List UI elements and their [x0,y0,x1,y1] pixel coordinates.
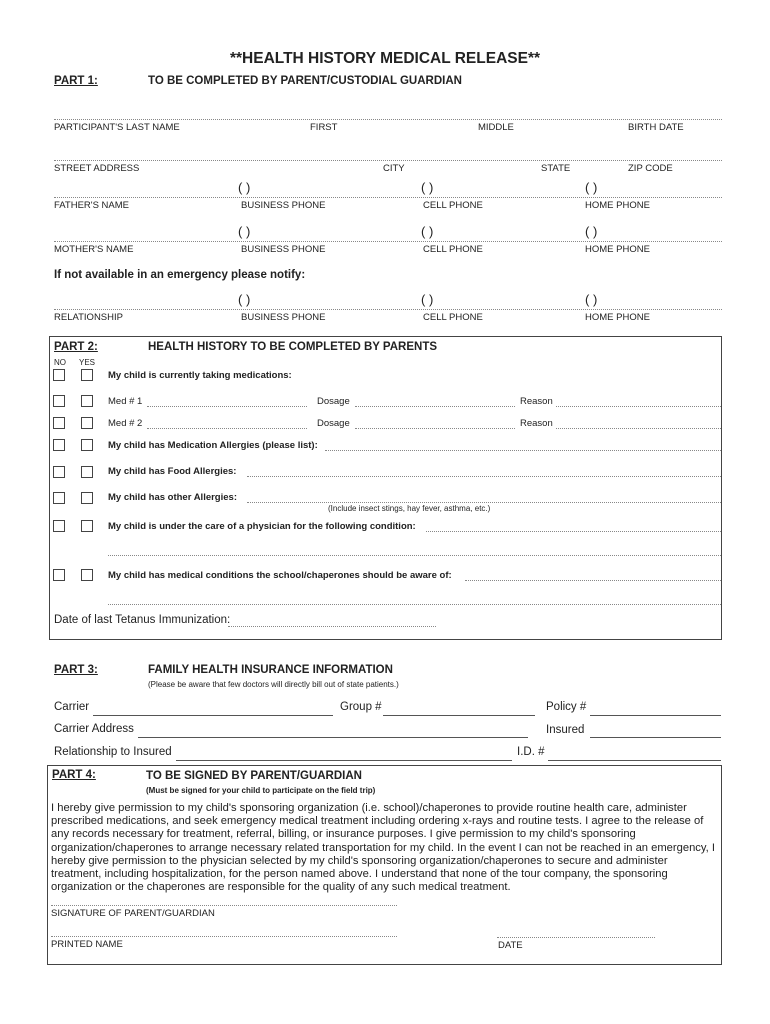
signature-label: SIGNATURE OF PARENT/GUARDIAN [51,908,215,919]
relationship-to-insured-label: Relationship to Insured [54,746,172,758]
mother-cell-phone-label: CELL PHONE [423,244,483,255]
father-line[interactable] [54,197,722,198]
father-business-area-code: ( ) [238,180,251,195]
yes-column-label: YES [79,358,96,367]
other-allergy-no-checkbox[interactable] [53,492,65,504]
date-label: DATE [498,940,523,951]
mother-line[interactable] [54,241,722,242]
state-label: STATE [541,163,571,174]
father-cell-area-code: ( ) [421,180,434,195]
date-input[interactable] [497,937,655,938]
insured-label: Insured [546,724,585,736]
part4-note: (Must be signed for your child to participate on the field trip) [146,786,376,795]
father-cell-phone-label: CELL PHONE [423,200,483,211]
mother-cell-area-code: ( ) [421,224,434,239]
med1-label: Med # 1 [108,396,143,407]
med2-label: Med # 2 [108,418,143,429]
page-title: **HEALTH HISTORY MEDICAL RELEASE** [229,50,541,67]
med2-yes-checkbox[interactable] [81,417,93,429]
part1-heading: TO BE COMPLETED BY PARENT/CUSTODIAL GUARDIAN [148,75,462,87]
father-home-area-code: ( ) [585,180,598,195]
carrier-label: Carrier [54,701,90,713]
city-label: CITY [383,163,405,174]
relationship-line[interactable] [54,309,722,310]
part3-label: PART 3: [54,664,98,676]
conditions-no-checkbox[interactable] [53,569,65,581]
part2-heading: HEALTH HISTORY TO BE COMPLETED BY PARENTS [148,341,438,353]
street-address-label: STREET ADDRESS [54,163,140,174]
med2-reason-label: Reason [520,418,553,429]
q-other-allergies-label: My child has other Allergies: [108,492,237,503]
id-input[interactable] [548,760,721,761]
mother-home-phone-label: HOME PHONE [585,244,650,255]
relation-business-area-code: ( ) [238,292,251,307]
zip-code-label: ZIP CODE [628,163,673,174]
physician-condition-input-2[interactable] [108,555,721,556]
med1-no-checkbox[interactable] [53,395,65,407]
printed-name-input[interactable] [51,936,397,937]
physician-no-checkbox[interactable] [53,520,65,532]
other-allergy-yes-checkbox[interactable] [81,492,93,504]
mother-home-area-code: ( ) [585,224,598,239]
part2-label: PART 2: [54,341,98,353]
med1-dosage-label: Dosage [317,396,350,407]
mother-business-phone-label: BUSINESS PHONE [241,244,326,255]
q-physician-care-label: My child is under the care of a physician for the following condition: [108,521,416,532]
carrier-address-label: Carrier Address [54,723,134,735]
father-home-phone-label: HOME PHONE [585,200,650,211]
conditions-input-2[interactable] [108,604,721,605]
id-label: I.D. # [517,746,545,758]
conditions-yes-checkbox[interactable] [81,569,93,581]
med2-dosage-input[interactable] [355,428,515,429]
med1-yes-checkbox[interactable] [81,395,93,407]
med-allergy-yes-checkbox[interactable] [81,439,93,451]
food-allergy-no-checkbox[interactable] [53,466,65,478]
med1-reason-label: Reason [520,396,553,407]
carrier-address-input[interactable] [138,737,528,738]
policy-label: Policy # [546,701,587,713]
other-allergy-input[interactable] [247,502,721,503]
med-allergy-input[interactable] [325,450,721,451]
med1-reason-input[interactable] [556,406,721,407]
part3-note: (Please be aware that few doctors will directly bill out of state patients.) [148,680,399,689]
q-medication-allergies-label: My child has Medication Allergies (please list): [108,440,318,451]
food-allergy-yes-checkbox[interactable] [81,466,93,478]
tetanus-label: Date of last Tetanus Immunization: [54,614,231,626]
consent-paragraph: I hereby give permission to my child's sponsoring organization (i.e. school)/chaperones to provide routine health care, administer prescribed medications, and seek emergency medical treatment including ordering x-rays and routine tests. I agree to the release of any records necessary for treatment, referral, billing, or insurance purposes. I give permission to my child's sponsoring organization/chaperones to arrange necessary related transportation for my child. In the event I can not be reached in an emergency, I hereby give permission to the physician selected by my child's sponsoring organization/chaperones to secure and administer treatment, including hospitalization, for the person named above. I understand that none of the tour company, the sponsoring organization or the chaperones are responsible for the quality of any such medical treatment. [51,802,715,894]
address-line[interactable] [54,160,722,161]
father-name-label: FATHER'S NAME [54,200,130,211]
med2-no-checkbox[interactable] [53,417,65,429]
med1-input[interactable] [147,406,307,407]
relationship-to-insured-input[interactable] [176,760,512,761]
part2-box [49,336,722,640]
physician-condition-input[interactable] [426,531,721,532]
part3-heading: FAMILY HEALTH INSURANCE INFORMATION [148,664,393,676]
part4-label: PART 4: [52,769,96,781]
relation-home-area-code: ( ) [585,292,598,307]
group-label: Group # [340,701,382,713]
med1-dosage-input[interactable] [355,406,515,407]
tetanus-date-input[interactable] [228,626,436,627]
q-food-allergies-label: My child has Food Allergies: [108,466,237,477]
med2-reason-input[interactable] [556,428,721,429]
group-input[interactable] [383,715,535,716]
printed-name-label: PRINTED NAME [51,939,123,950]
no-column-label: NO [54,358,66,367]
q-medications-label: My child is currently taking medications: [108,370,292,381]
mother-name-label: MOTHER'S NAME [54,244,134,255]
med2-dosage-label: Dosage [317,418,350,429]
meds-yes-checkbox[interactable] [81,369,93,381]
signature-input[interactable] [51,905,397,906]
relation-home-phone-label: HOME PHONE [585,312,650,323]
carrier-input[interactable] [93,715,333,716]
participant-last-name-label: PARTICIPANT'S LAST NAME [54,122,180,133]
med2-input[interactable] [147,428,307,429]
q-medical-conditions-label: My child has medical conditions the school/chaperones should be aware of: [108,570,452,581]
part1-label: PART 1: [54,75,98,87]
relationship-label: RELATIONSHIP [54,312,123,323]
conditions-input[interactable] [465,580,721,581]
policy-input[interactable] [590,715,721,716]
mother-business-area-code: ( ) [238,224,251,239]
insured-input[interactable] [590,737,721,738]
first-name-label: FIRST [310,122,338,133]
relation-cell-phone-label: CELL PHONE [423,312,483,323]
birth-date-label: BIRTH DATE [628,122,684,133]
relation-business-phone-label: BUSINESS PHONE [241,312,326,323]
meds-no-checkbox[interactable] [53,369,65,381]
med-allergy-no-checkbox[interactable] [53,439,65,451]
emergency-notify-heading: If not available in an emergency please notify: [54,269,306,281]
physician-yes-checkbox[interactable] [81,520,93,532]
other-allergy-note: (Include insect stings, hay fever, asthma, etc.) [328,504,491,513]
food-allergy-input[interactable] [247,476,721,477]
relation-cell-area-code: ( ) [421,292,434,307]
participant-name-line[interactable] [54,119,722,120]
part4-heading: TO BE SIGNED BY PARENT/GUARDIAN [146,770,362,782]
father-business-phone-label: BUSINESS PHONE [241,200,326,211]
middle-name-label: MIDDLE [478,122,514,133]
